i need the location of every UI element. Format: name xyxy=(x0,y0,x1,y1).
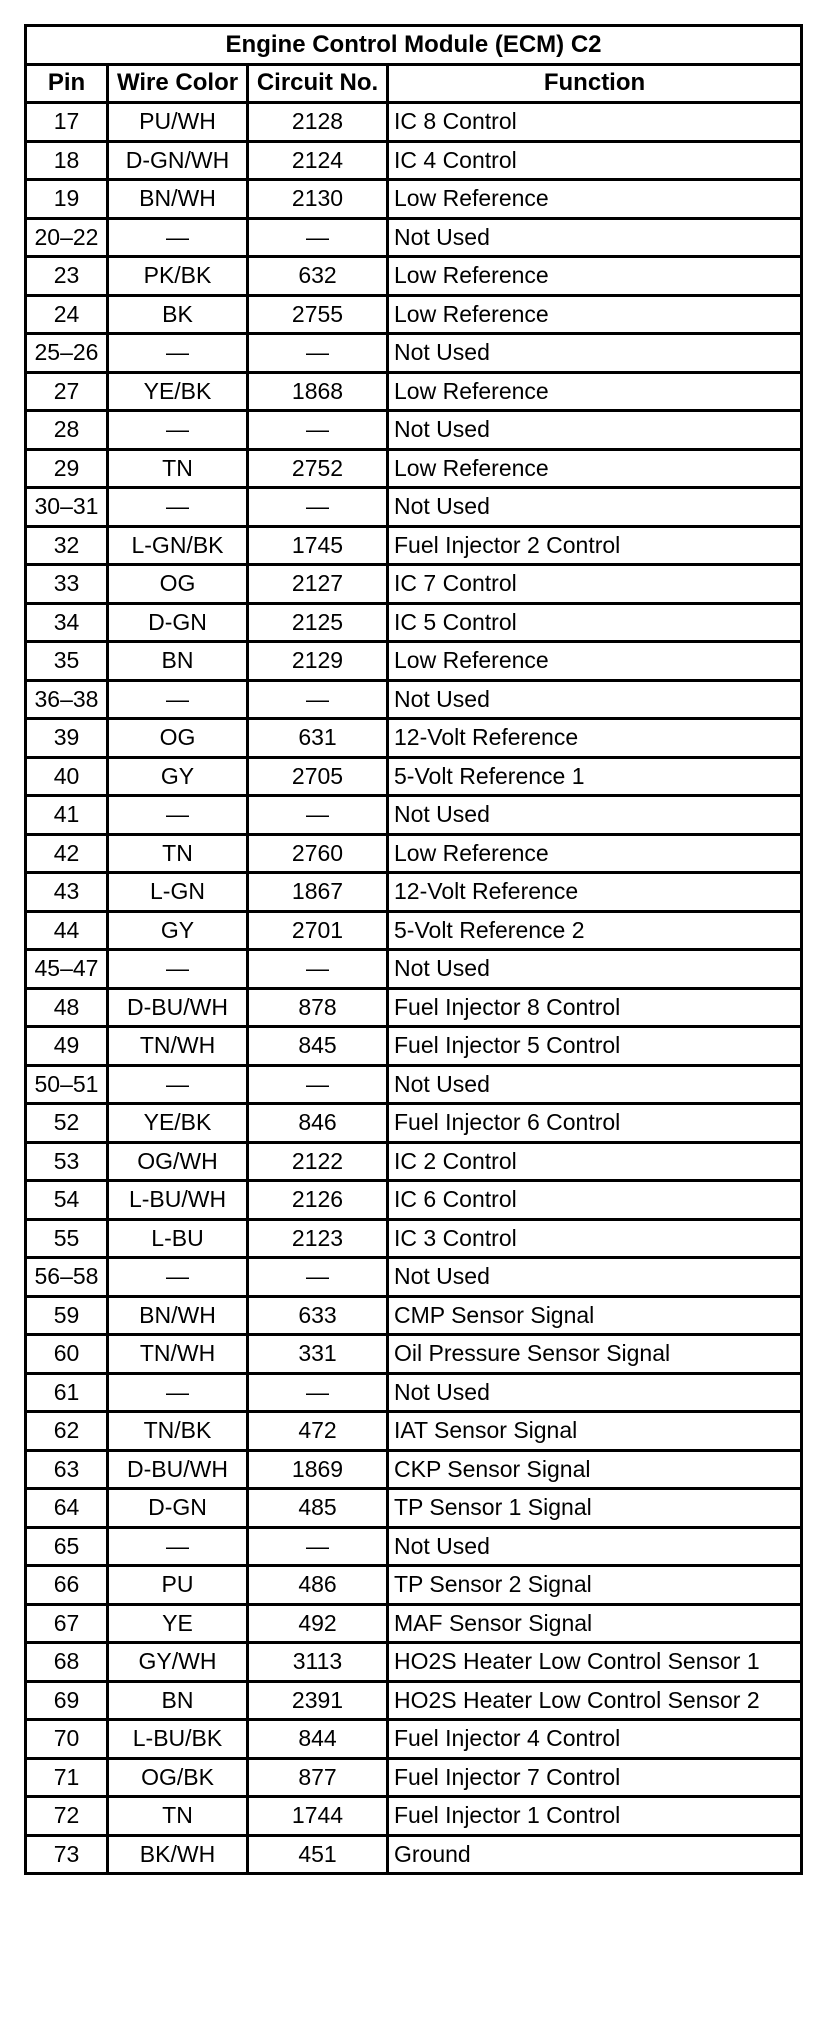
table-row xyxy=(26,1258,802,1297)
wire-color-cell: TN/WH xyxy=(108,1335,248,1374)
function-cell: 12-Volt Reference xyxy=(388,719,802,758)
pin-cell: 35 xyxy=(26,642,108,681)
table-row xyxy=(26,1681,802,1720)
table-row xyxy=(26,757,802,796)
table-row xyxy=(26,873,802,912)
function-cell: Not Used xyxy=(388,680,802,719)
column-header-function: Function xyxy=(388,64,802,103)
function-cell: IC 4 Control xyxy=(388,141,802,180)
circuit-number-cell: 2126 xyxy=(248,1181,388,1220)
pin-cell: 54 xyxy=(26,1181,108,1220)
table-row xyxy=(26,642,802,681)
table-row xyxy=(26,1373,802,1412)
circuit-number-cell: 2760 xyxy=(248,834,388,873)
table-row xyxy=(26,1758,802,1797)
pin-cell: 42 xyxy=(26,834,108,873)
pin-cell: 30–31 xyxy=(26,488,108,527)
pin-cell: 62 xyxy=(26,1412,108,1451)
wire-color-cell: D-GN xyxy=(108,1489,248,1528)
function-cell: IAT Sensor Signal xyxy=(388,1412,802,1451)
function-cell: Low Reference xyxy=(388,295,802,334)
table-row xyxy=(26,796,802,835)
function-cell: HO2S Heater Low Control Sensor 2 xyxy=(388,1681,802,1720)
pin-cell: 44 xyxy=(26,911,108,950)
pin-cell: 17 xyxy=(26,103,108,142)
circuit-number-cell: 633 xyxy=(248,1296,388,1335)
function-cell: Fuel Injector 5 Control xyxy=(388,1027,802,1066)
pin-cell: 39 xyxy=(26,719,108,758)
column-header-row xyxy=(26,64,802,103)
circuit-number-cell: 2122 xyxy=(248,1142,388,1181)
function-cell: Low Reference xyxy=(388,449,802,488)
circuit-number-cell: 1869 xyxy=(248,1450,388,1489)
table-row xyxy=(26,988,802,1027)
table-body xyxy=(26,103,802,1874)
table-row xyxy=(26,1604,802,1643)
function-cell: Fuel Injector 6 Control xyxy=(388,1104,802,1143)
table-row xyxy=(26,1643,802,1682)
pin-cell: 68 xyxy=(26,1643,108,1682)
circuit-number-cell: 845 xyxy=(248,1027,388,1066)
wire-color-cell: — xyxy=(108,1258,248,1297)
function-cell: 12-Volt Reference xyxy=(388,873,802,912)
pin-cell: 69 xyxy=(26,1681,108,1720)
pin-cell: 36–38 xyxy=(26,680,108,719)
pin-cell: 55 xyxy=(26,1219,108,1258)
wire-color-cell: PK/BK xyxy=(108,257,248,296)
pin-cell: 33 xyxy=(26,565,108,604)
pin-cell: 27 xyxy=(26,372,108,411)
table-row xyxy=(26,603,802,642)
table-row xyxy=(26,911,802,950)
circuit-number-cell: 2391 xyxy=(248,1681,388,1720)
table-row xyxy=(26,526,802,565)
function-cell: Not Used xyxy=(388,1258,802,1297)
wire-color-cell: L-BU/WH xyxy=(108,1181,248,1220)
circuit-number-cell: 2705 xyxy=(248,757,388,796)
function-cell: IC 6 Control xyxy=(388,1181,802,1220)
pin-cell: 73 xyxy=(26,1835,108,1874)
circuit-number-cell: 632 xyxy=(248,257,388,296)
function-cell: IC 2 Control xyxy=(388,1142,802,1181)
circuit-number-cell: 2128 xyxy=(248,103,388,142)
function-cell: HO2S Heater Low Control Sensor 1 xyxy=(388,1643,802,1682)
wire-color-cell: L-GN/BK xyxy=(108,526,248,565)
table-row xyxy=(26,1142,802,1181)
wire-color-cell: BK/WH xyxy=(108,1835,248,1874)
table-row xyxy=(26,1104,802,1143)
table-row xyxy=(26,141,802,180)
function-cell: Not Used xyxy=(388,1065,802,1104)
function-cell: Not Used xyxy=(388,950,802,989)
pin-cell: 66 xyxy=(26,1566,108,1605)
wire-color-cell: YE/BK xyxy=(108,1104,248,1143)
wire-color-cell: PU/WH xyxy=(108,103,248,142)
pin-cell: 40 xyxy=(26,757,108,796)
table-row xyxy=(26,1181,802,1220)
pin-cell: 24 xyxy=(26,295,108,334)
circuit-number-cell: 846 xyxy=(248,1104,388,1143)
function-cell: Low Reference xyxy=(388,834,802,873)
function-cell: Low Reference xyxy=(388,372,802,411)
wire-color-cell: D-BU/WH xyxy=(108,1450,248,1489)
circuit-number-cell: 1745 xyxy=(248,526,388,565)
pin-cell: 49 xyxy=(26,1027,108,1066)
wire-color-cell: OG/BK xyxy=(108,1758,248,1797)
column-header-circuit-no: Circuit No. xyxy=(248,64,388,103)
pin-cell: 23 xyxy=(26,257,108,296)
circuit-number-cell: 2701 xyxy=(248,911,388,950)
pin-cell: 72 xyxy=(26,1797,108,1836)
function-cell: TP Sensor 1 Signal xyxy=(388,1489,802,1528)
circuit-number-cell: — xyxy=(248,1258,388,1297)
pin-cell: 70 xyxy=(26,1720,108,1759)
table-row xyxy=(26,719,802,758)
wire-color-cell: GY xyxy=(108,757,248,796)
function-cell: Not Used xyxy=(388,334,802,373)
circuit-number-cell: 1744 xyxy=(248,1797,388,1836)
circuit-number-cell: — xyxy=(248,488,388,527)
wire-color-cell: — xyxy=(108,1065,248,1104)
pin-cell: 29 xyxy=(26,449,108,488)
function-cell: Fuel Injector 4 Control xyxy=(388,1720,802,1759)
wire-color-cell: L-BU/BK xyxy=(108,1720,248,1759)
circuit-number-cell: 1867 xyxy=(248,873,388,912)
wire-color-cell: OG xyxy=(108,719,248,758)
circuit-number-cell: 451 xyxy=(248,1835,388,1874)
function-cell: Not Used xyxy=(388,411,802,450)
pin-cell: 65 xyxy=(26,1527,108,1566)
pin-cell: 64 xyxy=(26,1489,108,1528)
wire-color-cell: BN/WH xyxy=(108,180,248,219)
wire-color-cell: BN xyxy=(108,1681,248,1720)
table-row xyxy=(26,1489,802,1528)
table-row xyxy=(26,1065,802,1104)
pin-cell: 41 xyxy=(26,796,108,835)
title-row xyxy=(26,26,802,65)
table-header xyxy=(26,26,802,103)
table-row xyxy=(26,834,802,873)
table-row xyxy=(26,218,802,257)
table-row xyxy=(26,1720,802,1759)
table-row xyxy=(26,1296,802,1335)
pin-cell: 45–47 xyxy=(26,950,108,989)
function-cell: MAF Sensor Signal xyxy=(388,1604,802,1643)
pin-cell: 43 xyxy=(26,873,108,912)
function-cell: Fuel Injector 2 Control xyxy=(388,526,802,565)
table-row xyxy=(26,295,802,334)
wire-color-cell: TN/WH xyxy=(108,1027,248,1066)
pin-cell: 52 xyxy=(26,1104,108,1143)
wire-color-cell: YE/BK xyxy=(108,372,248,411)
wire-color-cell: — xyxy=(108,680,248,719)
wire-color-cell: — xyxy=(108,1373,248,1412)
circuit-number-cell: — xyxy=(248,680,388,719)
circuit-number-cell: 877 xyxy=(248,1758,388,1797)
circuit-number-cell: 2130 xyxy=(248,180,388,219)
circuit-number-cell: 2752 xyxy=(248,449,388,488)
circuit-number-cell: 485 xyxy=(248,1489,388,1528)
function-cell: Not Used xyxy=(388,1373,802,1412)
table-row xyxy=(26,950,802,989)
column-header-pin: Pin xyxy=(26,64,108,103)
circuit-number-cell: 844 xyxy=(248,1720,388,1759)
wire-color-cell: — xyxy=(108,218,248,257)
table-title: Engine Control Module (ECM) C2 xyxy=(26,26,802,65)
table-row xyxy=(26,103,802,142)
function-cell: IC 5 Control xyxy=(388,603,802,642)
pin-cell: 50–51 xyxy=(26,1065,108,1104)
circuit-number-cell: 1868 xyxy=(248,372,388,411)
function-cell: Low Reference xyxy=(388,642,802,681)
wire-color-cell: D-GN/WH xyxy=(108,141,248,180)
pin-cell: 59 xyxy=(26,1296,108,1335)
table-row xyxy=(26,1412,802,1451)
wire-color-cell: TN xyxy=(108,834,248,873)
circuit-number-cell: — xyxy=(248,218,388,257)
circuit-number-cell: 2127 xyxy=(248,565,388,604)
function-cell: Fuel Injector 7 Control xyxy=(388,1758,802,1797)
table-row xyxy=(26,1027,802,1066)
wire-color-cell: — xyxy=(108,950,248,989)
circuit-number-cell: — xyxy=(248,950,388,989)
table-row xyxy=(26,1219,802,1258)
wire-color-cell: — xyxy=(108,411,248,450)
wire-color-cell: — xyxy=(108,334,248,373)
circuit-number-cell: 472 xyxy=(248,1412,388,1451)
pin-cell: 32 xyxy=(26,526,108,565)
function-cell: Not Used xyxy=(388,1527,802,1566)
function-cell: Low Reference xyxy=(388,180,802,219)
circuit-number-cell: — xyxy=(248,1373,388,1412)
pin-cell: 20–22 xyxy=(26,218,108,257)
circuit-number-cell: — xyxy=(248,1527,388,1566)
circuit-number-cell: 492 xyxy=(248,1604,388,1643)
circuit-number-cell: 3113 xyxy=(248,1643,388,1682)
circuit-number-cell: 2125 xyxy=(248,603,388,642)
function-cell: TP Sensor 2 Signal xyxy=(388,1566,802,1605)
pin-cell: 18 xyxy=(26,141,108,180)
circuit-number-cell: 2124 xyxy=(248,141,388,180)
wire-color-cell: — xyxy=(108,796,248,835)
function-cell: IC 8 Control xyxy=(388,103,802,142)
wire-color-cell: L-BU xyxy=(108,1219,248,1258)
table-row xyxy=(26,565,802,604)
function-cell: Not Used xyxy=(388,488,802,527)
wire-color-cell: GY xyxy=(108,911,248,950)
circuit-number-cell: — xyxy=(248,334,388,373)
pin-cell: 48 xyxy=(26,988,108,1027)
wire-color-cell: BN/WH xyxy=(108,1296,248,1335)
table-row xyxy=(26,180,802,219)
wire-color-cell: BN xyxy=(108,642,248,681)
table-row xyxy=(26,411,802,450)
circuit-number-cell: 331 xyxy=(248,1335,388,1374)
wire-color-cell: OG/WH xyxy=(108,1142,248,1181)
circuit-number-cell: — xyxy=(248,411,388,450)
wire-color-cell: TN xyxy=(108,449,248,488)
circuit-number-cell: 878 xyxy=(248,988,388,1027)
circuit-number-cell: 2123 xyxy=(248,1219,388,1258)
pin-cell: 61 xyxy=(26,1373,108,1412)
connector-pinout-table xyxy=(24,24,803,1875)
wire-color-cell: D-BU/WH xyxy=(108,988,248,1027)
circuit-number-cell: 631 xyxy=(248,719,388,758)
pin-cell: 19 xyxy=(26,180,108,219)
wire-color-cell: — xyxy=(108,488,248,527)
wire-color-cell: PU xyxy=(108,1566,248,1605)
pin-cell: 63 xyxy=(26,1450,108,1489)
pin-cell: 71 xyxy=(26,1758,108,1797)
wire-color-cell: YE xyxy=(108,1604,248,1643)
table-row xyxy=(26,1835,802,1874)
circuit-number-cell: 2755 xyxy=(248,295,388,334)
wire-color-cell: L-GN xyxy=(108,873,248,912)
pin-cell: 25–26 xyxy=(26,334,108,373)
table-row xyxy=(26,1450,802,1489)
table-row xyxy=(26,488,802,527)
function-cell: Fuel Injector 8 Control xyxy=(388,988,802,1027)
function-cell: CKP Sensor Signal xyxy=(388,1450,802,1489)
function-cell: IC 7 Control xyxy=(388,565,802,604)
function-cell: Fuel Injector 1 Control xyxy=(388,1797,802,1836)
table-row xyxy=(26,1335,802,1374)
table-row xyxy=(26,1566,802,1605)
pin-cell: 67 xyxy=(26,1604,108,1643)
function-cell: IC 3 Control xyxy=(388,1219,802,1258)
pin-cell: 34 xyxy=(26,603,108,642)
function-cell: CMP Sensor Signal xyxy=(388,1296,802,1335)
wire-color-cell: TN xyxy=(108,1797,248,1836)
function-cell: 5-Volt Reference 1 xyxy=(388,757,802,796)
circuit-number-cell: 2129 xyxy=(248,642,388,681)
wire-color-cell: TN/BK xyxy=(108,1412,248,1451)
function-cell: Not Used xyxy=(388,796,802,835)
wire-color-cell: D-GN xyxy=(108,603,248,642)
function-cell: Oil Pressure Sensor Signal xyxy=(388,1335,802,1374)
circuit-number-cell: 486 xyxy=(248,1566,388,1605)
function-cell: Ground xyxy=(388,1835,802,1874)
table-row xyxy=(26,680,802,719)
wire-color-cell: — xyxy=(108,1527,248,1566)
table-row xyxy=(26,372,802,411)
wire-color-cell: GY/WH xyxy=(108,1643,248,1682)
pin-cell: 28 xyxy=(26,411,108,450)
function-cell: 5-Volt Reference 2 xyxy=(388,911,802,950)
wire-color-cell: OG xyxy=(108,565,248,604)
circuit-number-cell: — xyxy=(248,1065,388,1104)
table-row xyxy=(26,1527,802,1566)
table-row xyxy=(26,257,802,296)
table-row xyxy=(26,449,802,488)
function-cell: Low Reference xyxy=(388,257,802,296)
pin-cell: 53 xyxy=(26,1142,108,1181)
table-row xyxy=(26,334,802,373)
pin-cell: 60 xyxy=(26,1335,108,1374)
column-header-wire-color: Wire Color xyxy=(108,64,248,103)
wire-color-cell: BK xyxy=(108,295,248,334)
function-cell: Not Used xyxy=(388,218,802,257)
circuit-number-cell: — xyxy=(248,796,388,835)
table-row xyxy=(26,1797,802,1836)
pin-cell: 56–58 xyxy=(26,1258,108,1297)
